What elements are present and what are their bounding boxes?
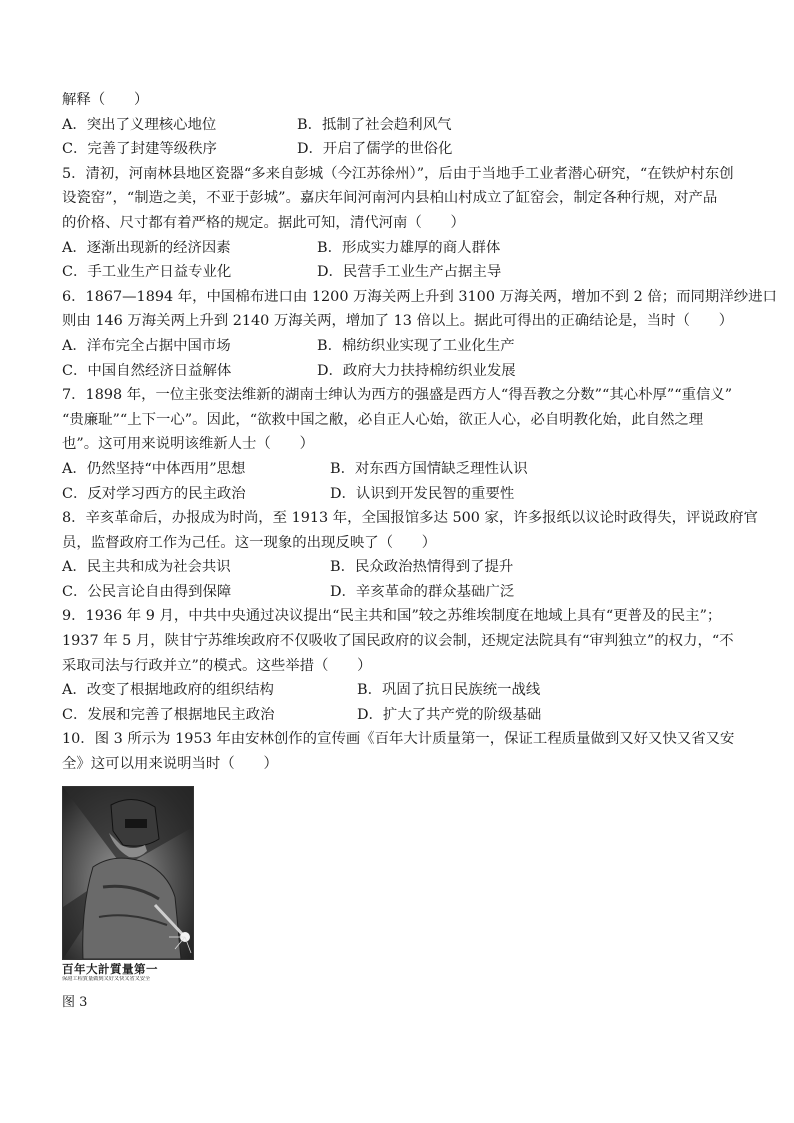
q4-option-c[interactable]: C．完善了封建等级秩序 xyxy=(62,141,217,158)
figure-3 xyxy=(62,786,194,1010)
q8-stem-line: 员，监督政府工作为己任。这一现象的出现反映了（ ） xyxy=(62,534,437,551)
q8-options-row2 xyxy=(62,580,738,605)
q6-option-b[interactable]: B．棉纺织业实现了工业化生产 xyxy=(317,337,515,354)
q7-option-d[interactable]: D．认识到开发民智的重要性 xyxy=(330,485,515,502)
q10-stem-line: 10．图 3 所示为 1953 年由安林创作的宣传画《百年大计质量第一，保证工程质量做到又好又快又省又安 xyxy=(62,731,735,748)
figure-label: 图 3 xyxy=(62,994,88,1010)
q7-options-row2 xyxy=(62,482,738,507)
q4-option-a[interactable]: A．突出了义理核心地位 xyxy=(62,116,217,133)
q7-stem-line: 7．1898 年，一位主张变法维新的湖南士绅认为西方的强盛是西方人“得吾教之分数”“其心朴厚”“重信义” xyxy=(62,387,733,404)
q5-stem-line: 的价格、尺寸都有着严格的规定。据此可知，清代河南（ ） xyxy=(62,214,465,231)
q8-options-row1 xyxy=(62,555,738,580)
q5-option-a[interactable]: A．逐渐出现新的经济因素 xyxy=(62,239,231,256)
q8-option-c[interactable]: C．公民言论自由得到保障 xyxy=(62,583,232,600)
q8-option-a[interactable]: A．民主共和成为社会共识 xyxy=(62,559,231,576)
q5-stem-line: 5．清初，河南林县地区瓷器“多来自彭城（今江苏徐州）”，后由于当地手工业者潜心研究，“在铁炉村东创 xyxy=(62,165,734,182)
q5-option-b[interactable]: B．形成实力雄厚的商人群体 xyxy=(317,239,501,256)
poster-title: 百年大計質量第一 xyxy=(62,961,158,976)
q7-option-a[interactable]: A．仍然坚持“中体西用”思想 xyxy=(62,460,246,477)
q4-options-row2 xyxy=(62,137,738,162)
poster-subtitle: 保證工程質量做到又好又快又省又安全 xyxy=(62,975,151,982)
q9-option-d[interactable]: D．扩大了共产党的阶级基础 xyxy=(357,706,542,723)
q5-stem-line: 设瓷窑”，“制造之美，不亚于彭城”。嘉庆年间河南河内县柏山村成立了缸窑会，制定各种行规，对产品 xyxy=(62,190,718,207)
q6-stem-line: 则由 146 万海关两上升到 2140 万海关两，增加了 13 倍以上。据此可得出的正确结论是，当时（ ） xyxy=(62,313,734,330)
q7-options-row1 xyxy=(62,457,738,482)
q9-stem-line: 9．1936 年 9 月，中共中央通过决议提出“民主共和国”较之苏维埃制度在地域上具有“更普及的民主”； xyxy=(62,608,722,625)
q9-stem-line: 1937 年 5 月，陕甘宁苏维埃政府不仅吸收了国民政府的议会制，还规定法院具有“审判独立”的权力，“不 xyxy=(62,633,734,650)
q6-option-d[interactable]: D．政府大力扶持棉纺织业发展 xyxy=(317,362,516,379)
q4-option-b[interactable]: B．抵制了社会趋利风气 xyxy=(297,116,452,133)
q9-options-row1 xyxy=(62,678,738,703)
q7-option-b[interactable]: B．对东西方国情缺乏理性认识 xyxy=(330,460,528,477)
q5-option-d[interactable]: D．民营手工业生产占据主导 xyxy=(317,264,502,281)
q7-stem-line: 也”。这可用来说明该维新人士（ ） xyxy=(62,436,314,453)
q9-option-a[interactable]: A．改变了根据地政府的组织结构 xyxy=(62,682,274,699)
q8-stem-line: 8．辛亥革命后，办报成为时尚，至 1913 年，全国报馆多达 500 家，许多报纸以议论时政得失，评说政府官 xyxy=(62,510,758,527)
q8-option-d[interactable]: D．辛亥革命的群众基础广泛 xyxy=(330,583,515,600)
q4-options-row1 xyxy=(62,113,738,138)
q6-option-a[interactable]: A．洋布完全占据中国市场 xyxy=(62,337,231,354)
q7-stem-line: “贵廉耻”“上下一心”。因此，“欲救中国之敝，必自正人心始，欲正人心，必自明教化始，此自然之理 xyxy=(62,411,704,428)
q6-stem-line: 6．1867—1894 年，中国棉布进口由 1200 万海关两上升到 3100 万海关两，增加不到 2 倍；而同期洋纱进口 xyxy=(62,288,777,305)
q9-option-b[interactable]: B．巩固了抗日民族统一战线 xyxy=(357,682,541,699)
q6-option-c[interactable]: C．中国自然经济日益解体 xyxy=(62,362,232,379)
q5-options-row1 xyxy=(62,236,738,261)
q9-options-row2 xyxy=(62,703,738,728)
q7-option-c[interactable]: C．反对学习西方的民主政治 xyxy=(62,485,246,502)
exam-page xyxy=(62,88,777,1010)
q6-options-row2 xyxy=(62,359,738,384)
q9-stem-line: 采取司法与行政并立”的模式。这些举措（ ） xyxy=(62,657,372,674)
q4-option-d[interactable]: D．开启了儒学的世俗化 xyxy=(297,141,453,158)
q4-stem-tail: 解释（ ） xyxy=(62,92,149,108)
welder-illustration xyxy=(63,787,193,959)
q8-option-b[interactable]: B．民众政治热情得到了提升 xyxy=(330,559,514,576)
q9-option-c[interactable]: C．发展和完善了根据地民主政治 xyxy=(62,706,275,723)
q5-options-row2 xyxy=(62,260,738,285)
q6-options-row1 xyxy=(62,334,738,359)
q10-stem-line: 全》这可以用来说明当时（ ） xyxy=(62,756,278,773)
q5-option-c[interactable]: C．手工业生产日益专业化 xyxy=(62,264,232,281)
propaganda-poster-image xyxy=(62,786,194,960)
